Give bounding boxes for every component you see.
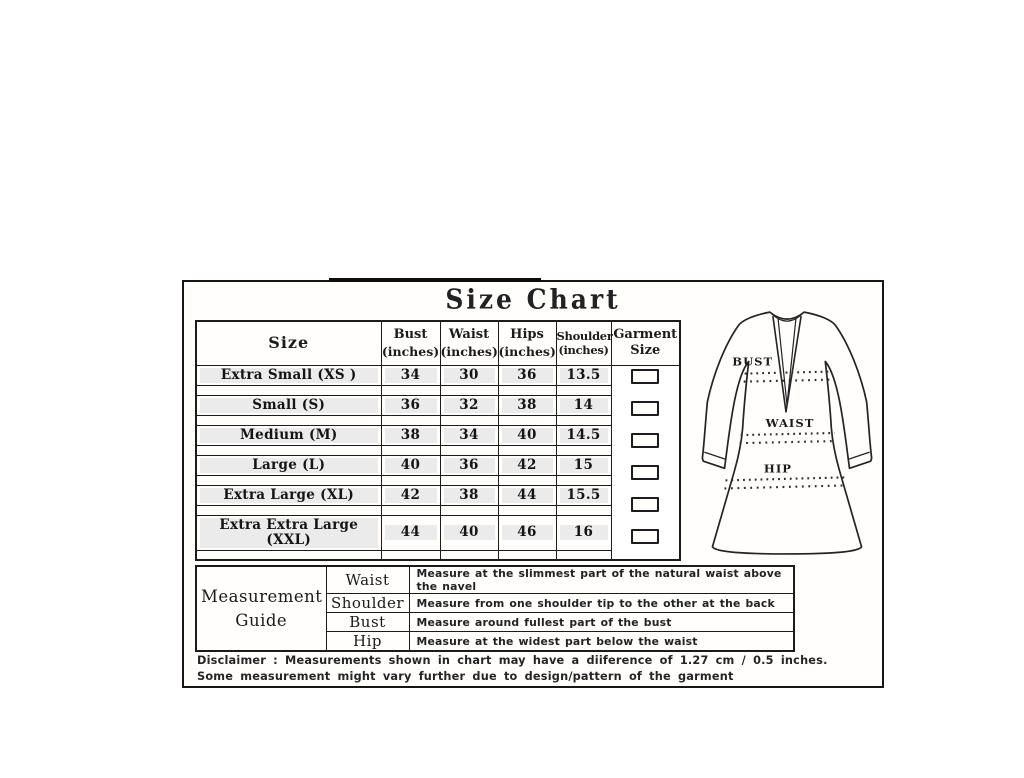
- bust-value: 36: [385, 398, 437, 413]
- table-row-xs: [196, 365, 680, 385]
- header-label: Shoulder: [556, 328, 613, 343]
- bust-value: 34: [385, 368, 437, 383]
- header-sub: Size: [630, 343, 661, 359]
- guide-title: [196, 566, 326, 651]
- guide-row-waist: [196, 566, 794, 594]
- garment-size-checkbox-xl[interactable]: [631, 497, 659, 512]
- size-label: Extra Extra Large (XXL): [200, 518, 378, 548]
- bust-value: 38: [385, 428, 437, 443]
- waist-label: WAIST: [765, 415, 815, 430]
- table-row-m: [196, 425, 680, 445]
- guide-label: Waist: [326, 566, 409, 594]
- garment-size-checkbox-s[interactable]: [631, 401, 659, 416]
- size-label: Extra Small (XS ): [200, 368, 378, 383]
- shoulder-value: 15.5: [560, 488, 608, 503]
- waist-value: 40: [444, 525, 495, 540]
- header-sub: (inches): [381, 343, 440, 359]
- kurti-drawing-svg: [689, 299, 885, 561]
- hips-value: 38: [502, 398, 553, 413]
- bust-value: 44: [385, 525, 437, 540]
- hip-label: HIP: [763, 461, 792, 476]
- spacer-row: [196, 505, 680, 515]
- header-sub: (inches): [440, 343, 498, 359]
- guide-description: Measure at the widest part below the waist: [409, 632, 794, 652]
- scan-artifact: [329, 278, 541, 282]
- spacer-row: [196, 415, 680, 425]
- column-header-bust: [381, 321, 440, 365]
- spacer-row: [196, 445, 680, 455]
- garment-size-checkbox-l[interactable]: [631, 465, 659, 480]
- size-table-header-row: [196, 321, 680, 365]
- page-title: Size Chart: [445, 283, 621, 316]
- size-label: Medium (M): [200, 428, 378, 443]
- guide-label: Shoulder: [326, 594, 409, 613]
- waist-value: 34: [444, 428, 495, 443]
- guide-description: Measure around fullest part of the bust: [409, 613, 794, 632]
- size-table: [195, 320, 681, 561]
- hips-value: 36: [502, 368, 553, 383]
- column-header-garment-size: [611, 321, 680, 365]
- table-row-xl: [196, 485, 680, 505]
- size-label: Large (L): [200, 458, 378, 473]
- column-header-waist: [440, 321, 498, 365]
- shoulder-value: 16: [560, 525, 608, 540]
- checkbox-stack: [612, 366, 680, 560]
- waist-value: 38: [444, 488, 495, 503]
- spacer-row: [196, 475, 680, 485]
- hips-value: 40: [502, 428, 553, 443]
- shoulder-value: 13.5: [560, 368, 608, 383]
- guide-description: Measure from one shoulder tip to the other at the back: [409, 594, 794, 613]
- garment-size-checkbox-m[interactable]: [631, 433, 659, 448]
- header-sub: (inches): [498, 343, 556, 359]
- column-header-size: [196, 321, 381, 365]
- size-chart-sheet: [182, 280, 884, 688]
- disclaimer-text: Disclaimer : Measurements shown in chart may have a diiference of 1.27 cm / 0.5 inches. Some measurement might vary further due to design/pattern of the garment: [197, 654, 828, 684]
- bust-value: 40: [385, 458, 437, 473]
- garment-outline: [702, 312, 871, 554]
- size-label: Extra Large (XL): [200, 488, 378, 503]
- guide-title-line1: Measurement: [201, 586, 323, 606]
- waist-value: 32: [444, 398, 495, 413]
- hips-value: 44: [502, 488, 553, 503]
- size-label: Small (S): [200, 398, 378, 413]
- waist-value: 30: [444, 368, 495, 383]
- hips-value: 46: [502, 525, 553, 540]
- column-header-shoulder: [556, 321, 611, 365]
- header-label: Hips: [510, 327, 544, 343]
- guide-description: Measure at the slimmest part of the natural waist above the navel: [409, 566, 794, 594]
- hips-value: 42: [502, 458, 553, 473]
- garment-size-checkbox-xxl[interactable]: [631, 529, 659, 544]
- shoulder-value: 14.5: [560, 428, 608, 443]
- column-header-hips: [498, 321, 556, 365]
- waist-value: 36: [444, 458, 495, 473]
- header-label: Waist: [448, 327, 490, 343]
- spacer-row: [196, 385, 680, 395]
- header-label: Size: [268, 333, 310, 353]
- shoulder-value: 14: [560, 398, 608, 413]
- guide-label: Bust: [326, 613, 409, 632]
- shoulder-value: 15: [560, 458, 608, 473]
- guide-title-line2: Guide: [235, 610, 288, 630]
- header-label: Garment: [613, 327, 678, 342]
- table-row-s: [196, 395, 680, 415]
- garment-illustration: [689, 299, 885, 561]
- header-sub: (inches): [558, 343, 609, 358]
- guide-label: Hip: [326, 632, 409, 652]
- table-row-l: [196, 455, 680, 475]
- spacer-row: [196, 550, 680, 560]
- table-row-xxl: [196, 515, 680, 550]
- header-label: Bust: [393, 327, 428, 343]
- garment-size-column: [611, 365, 680, 560]
- bust-label: BUST: [732, 354, 774, 369]
- garment-size-checkbox-xs[interactable]: [631, 369, 659, 384]
- bust-value: 42: [385, 488, 437, 503]
- measurement-guide-table: [195, 565, 795, 652]
